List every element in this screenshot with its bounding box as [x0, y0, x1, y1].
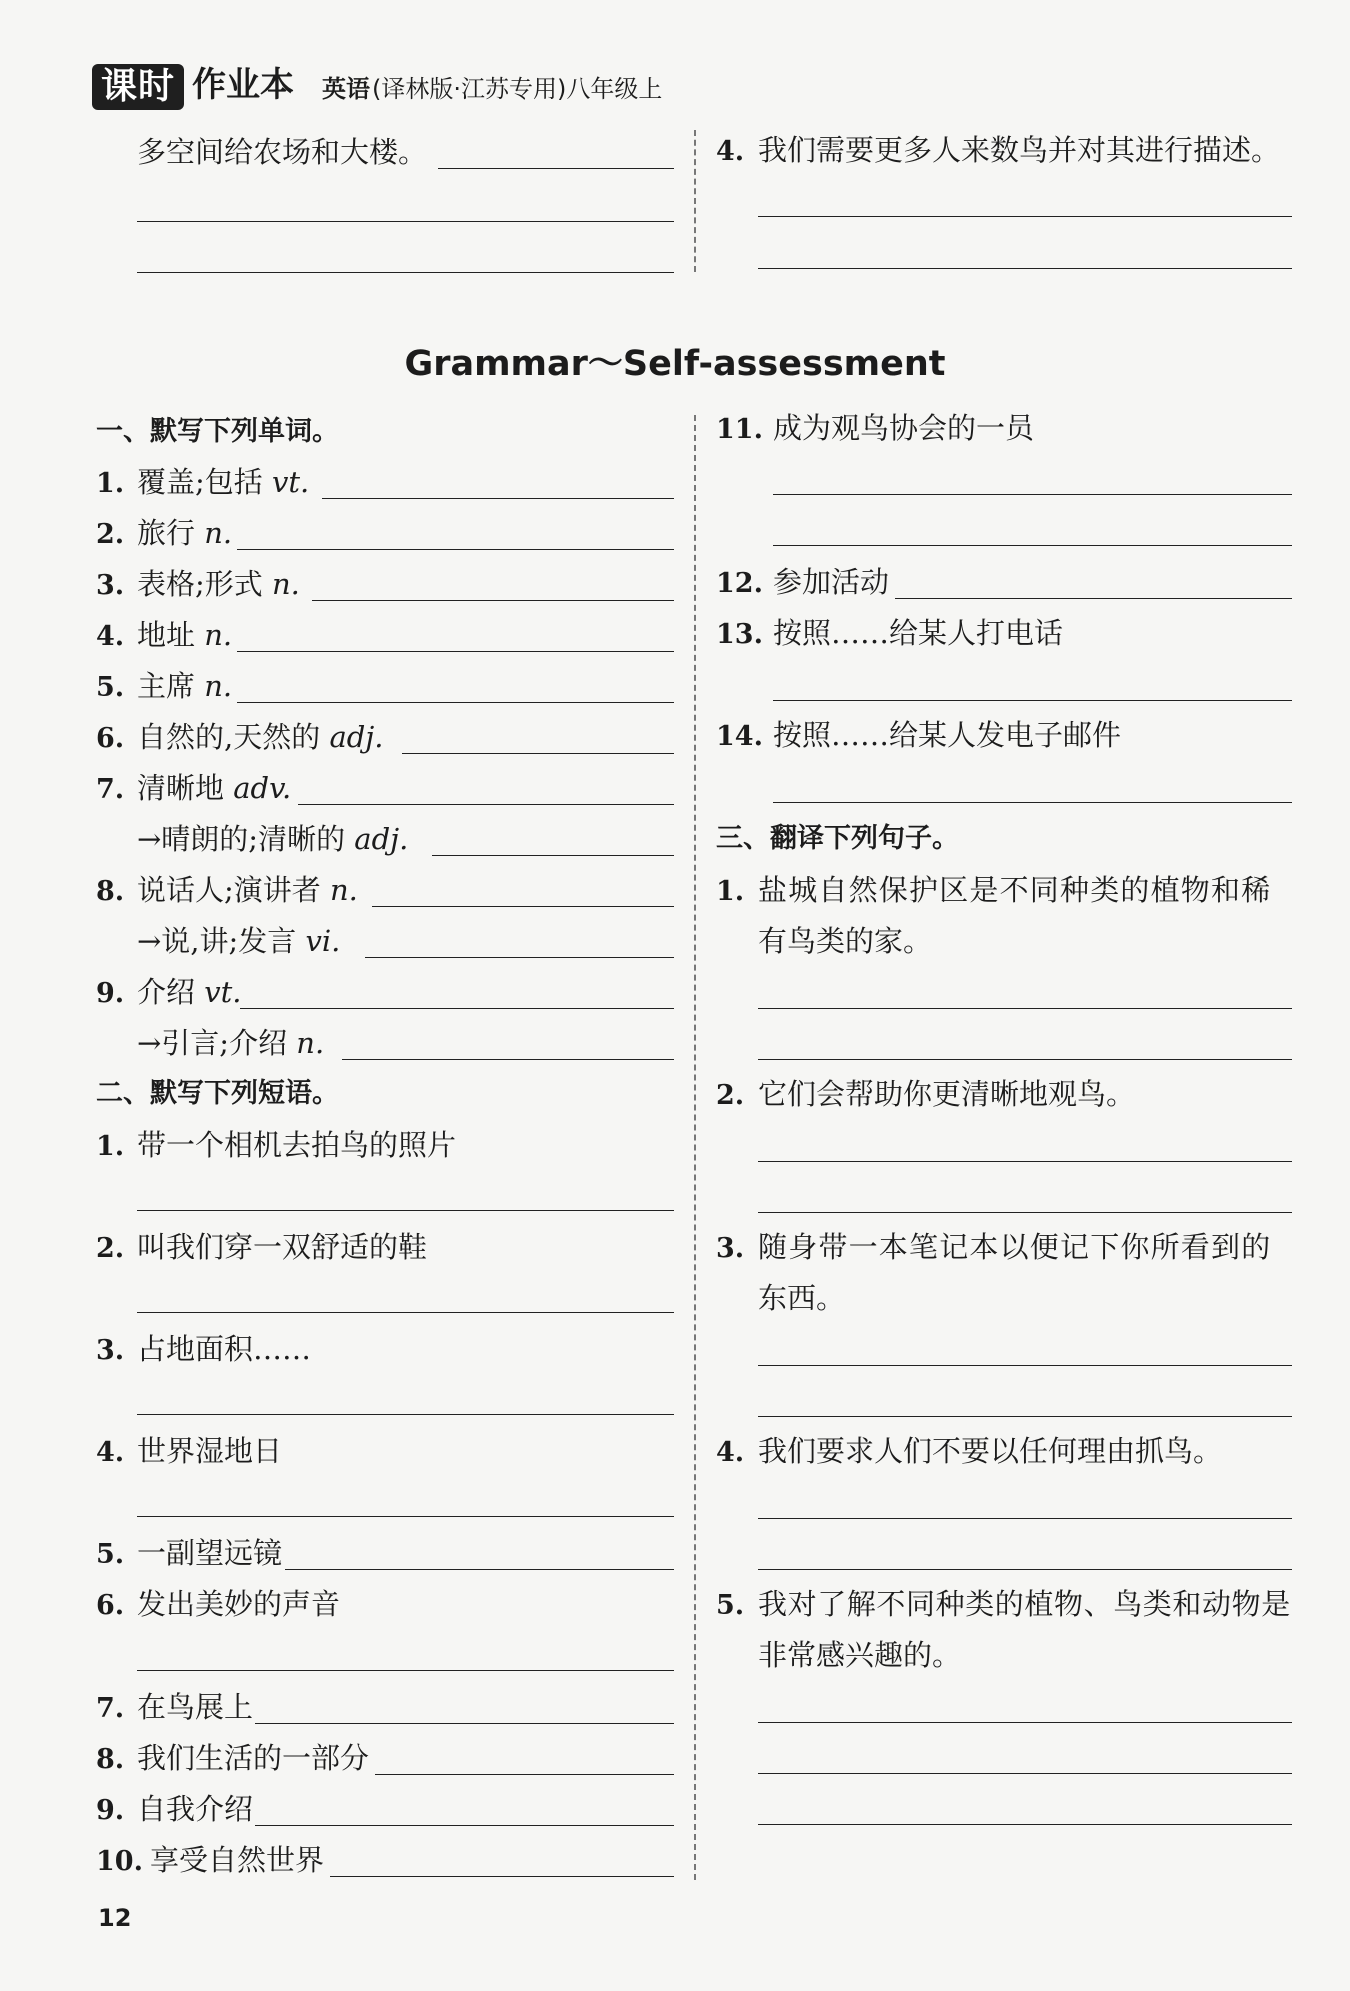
- item-number: 10.: [96, 1846, 143, 1877]
- answer-line[interactable]: [312, 600, 674, 601]
- item-number: 14.: [716, 721, 763, 752]
- item-number: 13.: [716, 619, 763, 650]
- phrase-prompt: 占地面积……: [137, 1332, 312, 1366]
- brand-title: 作业本: [192, 65, 294, 105]
- sentence-prompt-continued: 非常感兴趣的。: [758, 1638, 962, 1672]
- word-prompt-derived: →说,讲;发言 vi.: [137, 924, 341, 958]
- answer-line[interactable]: [758, 1722, 1292, 1723]
- answer-line[interactable]: [758, 1518, 1292, 1519]
- item-number: 3.: [716, 1233, 745, 1264]
- item-number: 12.: [716, 568, 763, 599]
- item-number: 11.: [716, 414, 763, 445]
- item-number: 5.: [716, 1590, 745, 1621]
- sentence-prompt: 我对了解不同种类的植物、鸟类和动物是: [758, 1587, 1291, 1621]
- answer-line[interactable]: [372, 906, 674, 907]
- answer-line[interactable]: [255, 1825, 674, 1826]
- answer-line[interactable]: [432, 855, 674, 856]
- item-number: 8.: [96, 876, 125, 907]
- word-prompt: 自然的,天然的 adj.: [137, 720, 384, 754]
- continued-answer-text: 多空间给农场和大楼。: [137, 135, 428, 169]
- answer-line[interactable]: [758, 1365, 1292, 1366]
- answer-line[interactable]: [137, 1312, 674, 1313]
- answer-line[interactable]: [758, 268, 1292, 269]
- answer-line[interactable]: [137, 272, 674, 273]
- answer-line[interactable]: [342, 1059, 674, 1060]
- answer-line[interactable]: [758, 1212, 1292, 1213]
- edition-label: (译林版·江苏专用)八年级上: [372, 75, 663, 103]
- word-prompt: 覆盖;包括 vt.: [137, 465, 310, 499]
- answer-line[interactable]: [375, 1774, 674, 1775]
- answer-line[interactable]: [330, 1876, 674, 1877]
- item-number: 9.: [96, 978, 125, 1009]
- phrase-prompt: 自我介绍: [137, 1792, 254, 1826]
- answer-line[interactable]: [237, 549, 674, 550]
- item-number: 1.: [96, 468, 125, 499]
- item-number: 2.: [96, 1233, 125, 1264]
- item-number: 8.: [96, 1744, 125, 1775]
- answer-line[interactable]: [137, 1516, 674, 1517]
- item-number: 6.: [96, 1590, 125, 1621]
- column-divider: [694, 130, 696, 272]
- subject-label: 英语: [322, 75, 370, 103]
- phrase-prompt: 叫我们穿一双舒适的鞋: [137, 1230, 428, 1264]
- answer-line[interactable]: [240, 1008, 674, 1009]
- answer-line[interactable]: [758, 1824, 1292, 1825]
- page-number: 12: [98, 1904, 132, 1932]
- answer-line[interactable]: [758, 1416, 1292, 1417]
- answer-line[interactable]: [237, 651, 674, 652]
- word-prompt-derived: →晴朗的;清晰的 adj.: [137, 822, 409, 856]
- answer-line[interactable]: [773, 494, 1292, 495]
- phrase-prompt: 世界湿地日: [137, 1434, 283, 1468]
- answer-line[interactable]: [758, 1773, 1292, 1774]
- answer-line[interactable]: [773, 545, 1292, 546]
- phrase-prompt: 按照……给某人发电子邮件: [773, 718, 1122, 752]
- answer-line[interactable]: [255, 1723, 674, 1724]
- answer-line[interactable]: [298, 804, 674, 805]
- phrase-prompt: 一副望远镜: [137, 1536, 283, 1570]
- word-prompt: 主席 n.: [137, 669, 233, 703]
- item-number: 4.: [96, 1437, 125, 1468]
- item-number: 9.: [96, 1795, 125, 1826]
- answer-line[interactable]: [773, 700, 1292, 701]
- word-prompt: 地址 n.: [137, 618, 233, 652]
- answer-line[interactable]: [237, 702, 674, 703]
- phrase-prompt: 我们生活的一部分: [137, 1741, 370, 1775]
- column-divider: [694, 415, 696, 1880]
- answer-line[interactable]: [438, 168, 674, 169]
- section-heading-phrases: 二、默写下列短语。: [96, 1078, 339, 1109]
- item-number: 1.: [716, 876, 745, 907]
- item-number: 3.: [96, 570, 125, 601]
- item-number: 5.: [96, 672, 125, 703]
- answer-line[interactable]: [895, 598, 1292, 599]
- phrase-prompt: 带一个相机去拍鸟的照片: [137, 1128, 457, 1162]
- sentence-prompt-continued: 有鸟类的家。: [758, 924, 933, 958]
- phrase-prompt: 享受自然世界: [150, 1843, 325, 1877]
- item-number: 1.: [96, 1131, 125, 1162]
- sentence-prompt: 盐城自然保护区是不同种类的植物和稀: [758, 873, 1272, 907]
- answer-line[interactable]: [758, 1059, 1292, 1060]
- answer-line[interactable]: [322, 498, 674, 499]
- answer-line[interactable]: [773, 802, 1292, 803]
- answer-line[interactable]: [758, 1569, 1292, 1570]
- phrase-prompt: 发出美妙的声音: [137, 1587, 341, 1621]
- item-number: 6.: [96, 723, 125, 754]
- section-heading-translate: 三、翻译下列句子。: [716, 823, 959, 854]
- item-number: 7.: [96, 1693, 125, 1724]
- answer-line[interactable]: [137, 1670, 674, 1671]
- word-prompt: 表格;形式 n.: [137, 567, 300, 601]
- phrase-prompt: 参加活动: [773, 565, 890, 599]
- word-prompt-derived: →引言;介绍 n.: [137, 1026, 325, 1060]
- section-heading-words: 一、默写下列单词。: [96, 416, 339, 447]
- answer-line[interactable]: [285, 1569, 674, 1570]
- word-prompt: 介绍 vt.: [137, 975, 242, 1009]
- item-number: 2.: [716, 1080, 745, 1111]
- answer-line[interactable]: [758, 1161, 1292, 1162]
- answer-line[interactable]: [137, 1210, 674, 1211]
- item-number: 5.: [96, 1539, 125, 1570]
- word-prompt: 清晰地 adv.: [137, 771, 292, 805]
- phrase-prompt: 在鸟展上: [137, 1690, 254, 1724]
- item-number: 4.: [96, 621, 125, 652]
- answer-line[interactable]: [365, 957, 674, 958]
- word-prompt: 说话人;演讲者 n.: [137, 873, 358, 907]
- sentence-prompt: 我们要求人们不要以任何理由抓鸟。: [758, 1434, 1223, 1468]
- item-number: 3.: [96, 1335, 125, 1366]
- question-text: 我们需要更多人来数鸟并对其进行描述。: [758, 133, 1281, 167]
- sentence-prompt: 随身带一本笔记本以便记下你所看到的: [758, 1230, 1272, 1264]
- answer-line[interactable]: [137, 221, 674, 222]
- phrase-prompt: 成为观鸟协会的一员: [773, 411, 1035, 445]
- word-prompt: 旅行 n.: [137, 516, 233, 550]
- answer-line[interactable]: [137, 1414, 674, 1415]
- section-title: Grammar～Self-assessment: [404, 344, 946, 384]
- answer-line[interactable]: [758, 216, 1292, 217]
- item-number: 2.: [96, 519, 125, 550]
- sentence-prompt: 它们会帮助你更清晰地观鸟。: [758, 1077, 1136, 1111]
- question-number: 4.: [716, 136, 745, 167]
- logo: 课时: [92, 64, 184, 110]
- answer-line[interactable]: [402, 753, 674, 754]
- answer-line[interactable]: [758, 1008, 1292, 1009]
- item-number: 7.: [96, 774, 125, 805]
- phrase-prompt: 按照……给某人打电话: [773, 616, 1064, 650]
- item-number: 4.: [716, 1437, 745, 1468]
- sentence-prompt-continued: 东西。: [758, 1281, 846, 1315]
